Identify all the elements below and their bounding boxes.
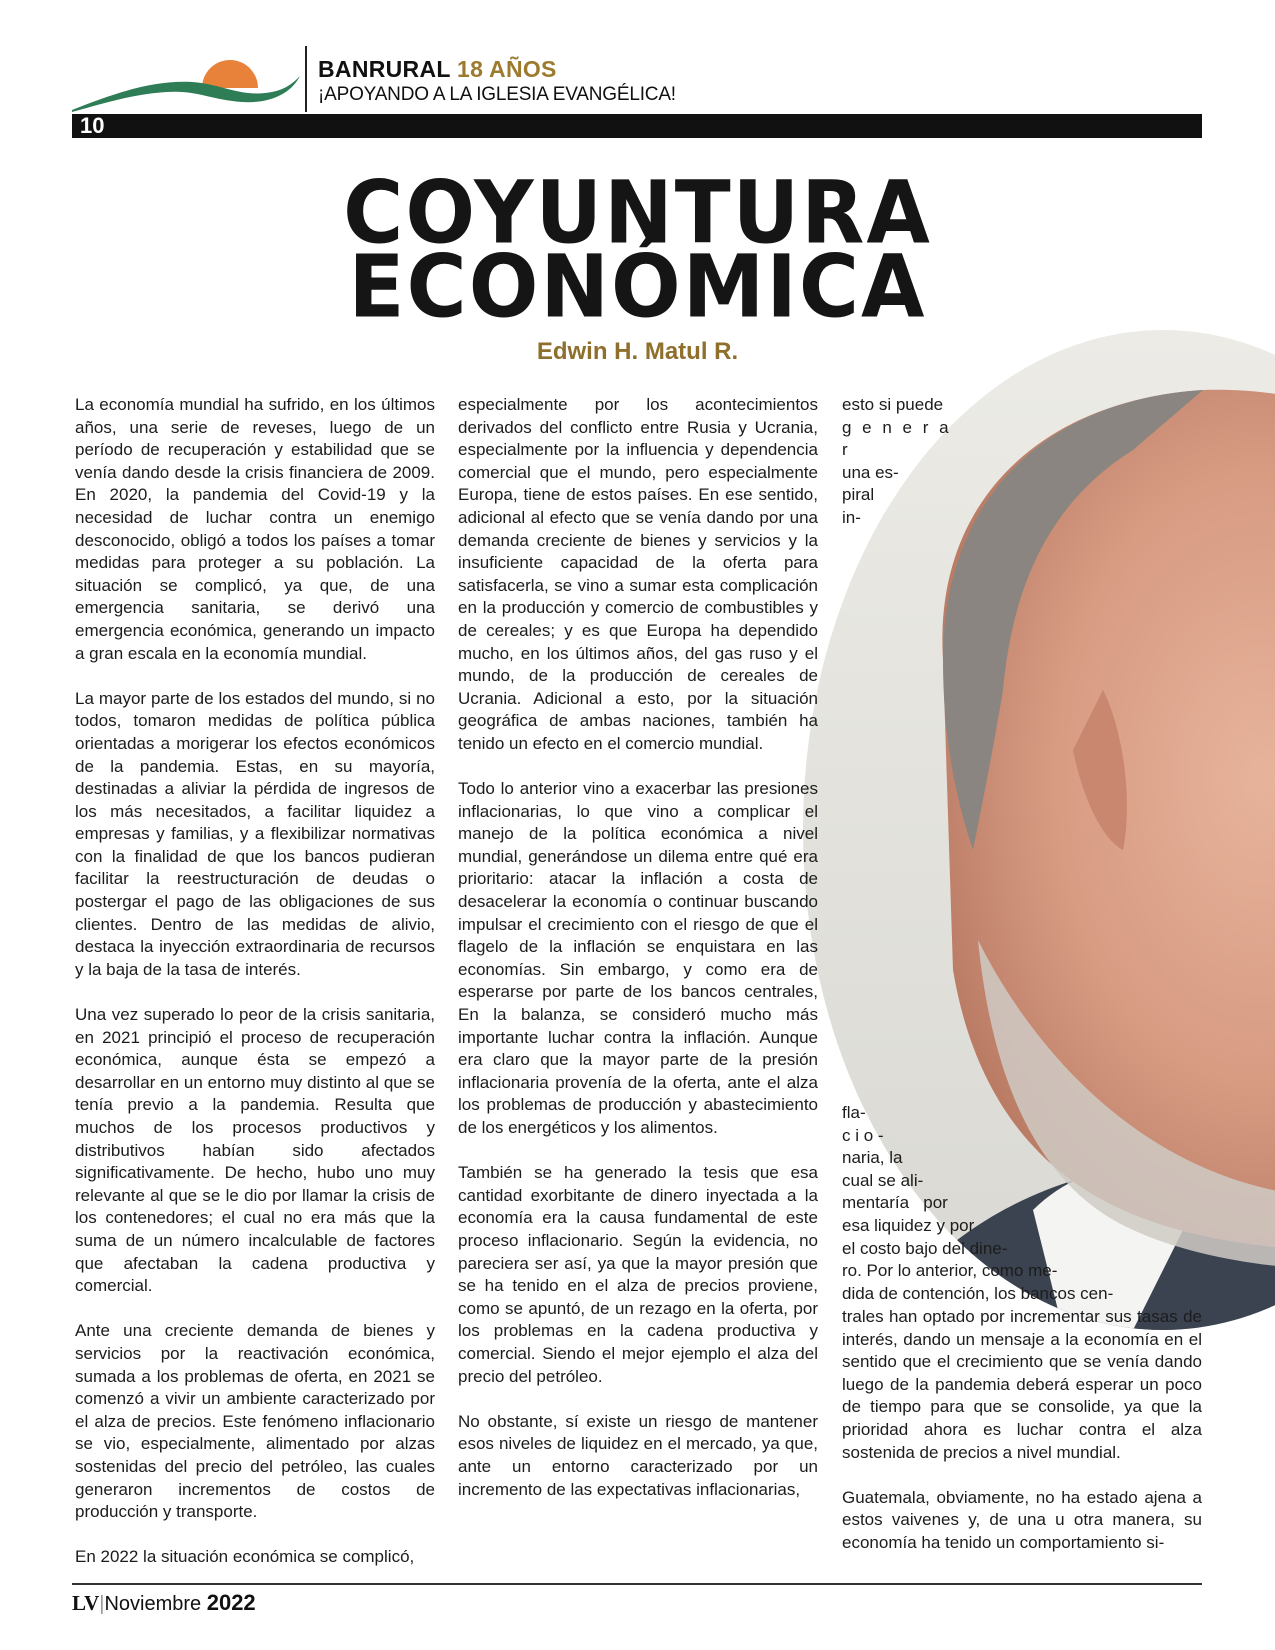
paragraph: En 2022 la situación económica se complicó, (75, 1547, 415, 1567)
paragraph: especialmente por los acontecimientos derivados del conflicto entre Rusia y Ucrania, especialmente por la influencia y dependencia comercial que el mundo, pero especialmente Europa, tiene de estos países. En ese sentido, adicional al efecto que se venía dando por una demanda creciente de bienes y servicios y la insuficiente capacidad de la oferta para satisfacerla, se vino a sumar esta complicación en la producción y comercio de combustibles y de cereales; y es que Europa ha dependido mucho, en los últimos años, del gas ruso y el mundo, de la producción de cereales de Ucrania. Adicional a esto, por la situación geográfica de ambas naciones, también ha tenido un efecto en el comercio mundial. (458, 395, 818, 753)
article-column-3-bottom (842, 1306, 1202, 1577)
paragraph: La economía mundial ha sufrido, en los últimos años, una serie de reveses, luego de un período de recuperación y estabilidad que se venía dando desde la crisis financiera de 2009. En 2020, la pandemia del Covid-19 y la necesidad de luchar contra un enemigo desconocido, obligó a todos los países a tomar medidas para proteger a su población. La situación se complicó, ya que, de una emergencia sanitaria, se derivó una emergencia económica, generando un impacto a gran escala en la economía mundial. (75, 395, 435, 663)
article-title-line2: ECONÓMICA (348, 237, 927, 338)
article-column-1 (75, 394, 435, 1591)
header-brand (318, 56, 557, 83)
paragraph: Ante una creciente demanda de bienes y servicios por la reactivación económica, sumada a los problemas de oferta, en 2021 se comenzó a vivir un ambiente caracterizado por el alza de precios. Este fenómeno inflacionario se vio, especialmente, alimentado por alzas sostenidas del precio del petróleo, las cuales generaron incrementos de costos de producción y transporte. (75, 1321, 435, 1522)
article-author: Edwin H. Matul R. (536, 338, 739, 365)
magazine-logo: LV (72, 1591, 100, 1615)
sun-icon (202, 60, 258, 88)
paragraph: Todo lo anterior vino a exacerbar las presiones inflacionarias, lo que vino a complicar el manejo de la política económica a nivel mundial, generándose un dilema entre qué era prioritario: atacar la inflación a costa de desacelerar la economía o continuar buscando impulsar el crecimiento con el riesgo de que el flagelo de la inflación se enquistara en las economías. Sin embargo, y como era de esperarse por parte de los bancos centrales, En la balanza, se consideró mucho más importante luchar contra la inflación. Aunque era claro que la mayor parte de la presión inflacionaria provenía de la oferta, ante el alza los problemas de producción y abastecimiento de los energéticos y los alimentos. (458, 779, 818, 1137)
text-line: esa liquidez y por (842, 1215, 975, 1235)
paragraph: trales han optado por incrementar sus tasas de interés, dando un mensaje a la economía en el sentido que el crecimiento que se venía dando luego de la pandemia deberá esperar un poco de tiempo para que se consolide, ya que la prioridad ahora es luchar contra el alza sostenida de precios a nivel mundial. (842, 1307, 1202, 1462)
brand-name: BANRURAL (318, 56, 451, 82)
header-tagline: ¡APOYANDO A LA IGLESIA EVANGÉLICA! (318, 84, 676, 105)
text-line: piral (842, 485, 875, 505)
text-line: g e n e r a r (842, 417, 952, 460)
article-column-3-mid (842, 1102, 1202, 1305)
text-line: esto si puede (842, 395, 944, 414)
footer-year: 2022 (206, 1590, 256, 1615)
text-line: in- (842, 507, 861, 527)
header-divider (305, 46, 307, 112)
page-number: 10 (80, 113, 105, 138)
hill-icon (72, 76, 300, 112)
paragraph: Guatemala, obviamente, no ha estado ajena a estos vaivenes y, de una u otra manera, su economía ha tenido un comportamiento si- (842, 1487, 1202, 1552)
paragraph: La mayor parte de los estados del mundo, si no todos, tomaron medidas de política pública orientadas a morigerar los efectos económicos de la pandemia. Estas, en su mayoría, destinadas a aliviar la pérdida de ingresos de los más necesitados, a facilitar liquidez a empresas y familias, y a flexibilizar normativas con la finalidad de que los bancos pudieran facilitar la reestructuración de deudas o postergar el pago de las obligaciones de sus clientes. Dentro de las medidas de alivio, destaca la inyección extraordinaria de recursos y la baja de la tasa de interés. (75, 688, 435, 979)
paragraph: Una vez superado lo peor de la crisis sanitaria, en 2021 principió el proceso de recuperación económica, aunque ésta se empezó a desarrollar en un entorno muy distinto al que se tenía previo a la pandemia. Resulta que muchos de los procesos productivos y distributivos habían sido afectados significativamente. De hecho, hubo uno muy relevante al que se le dio por llamar la crisis de los contenedores; el cual no era más que la suma de un número incalculable de factores que afectaban la cadena productiva y comercial. (75, 1005, 435, 1296)
footer-separator: | (99, 1593, 105, 1615)
text-line: fla- (842, 1103, 866, 1122)
text-line: mentaría por (842, 1193, 948, 1213)
article-title-line1: COYUNTURA (343, 163, 932, 264)
text-line: ro. Por lo anterior, como me- (842, 1261, 1058, 1281)
paragraph: También se ha generado la tesis que esa cantidad exorbitante de dinero inyectada a la economía era la causa fundamental de este proceso inflacionario. Según la evidencia, no pareciera ser así, ya que la mayor presión que se ha tenido en el alza de precios proviene, como se apuntó, de un rezago en la oferta, por los problemas en la cadena productiva y comercial. Siendo el mejor ejemplo el alza del precio del petróleo. (458, 1163, 818, 1386)
header-bar (72, 114, 1202, 138)
article-column-2 (458, 394, 818, 1524)
text-line: el costo bajo del dine- (842, 1238, 1008, 1258)
paragraph: No obstante, sí existe un riesgo de mantener esos niveles de liquidez en el mercado, ya que, ante un entorno caracterizado por un incremento de las expectativas inflacionarias, (458, 1411, 818, 1499)
banrural-logo (72, 52, 302, 114)
footer-month: Noviembre (104, 1593, 202, 1615)
text-line: naria, la (842, 1148, 903, 1168)
text-line: cual se ali- (842, 1170, 924, 1190)
footer-rule (72, 1583, 1202, 1585)
brand-years: 18 AÑOS (457, 56, 557, 82)
article-column-3-top (842, 394, 952, 530)
footer (72, 1590, 256, 1616)
text-line: dida de contención, los bancos cen- (842, 1283, 1114, 1303)
text-line: c i o - (842, 1125, 884, 1145)
text-line: una es- (842, 462, 899, 482)
